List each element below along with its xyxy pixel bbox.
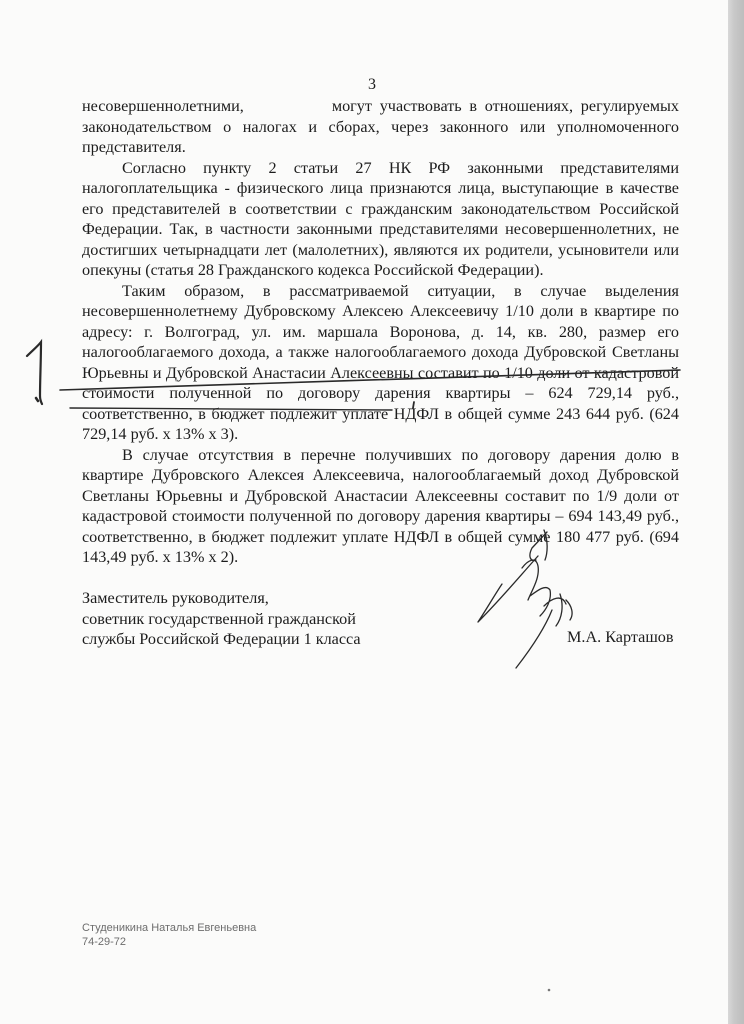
executor-phone: 74-29-72	[82, 936, 127, 948]
paragraph-1-end: могут участвовать в отношениях, регулируемых законодательством о налогах и сборах, через законного или уполномоченного представителя.	[82, 97, 679, 156]
signer-position-line: советник государственной гражданской	[82, 609, 356, 628]
page-number: 3	[368, 76, 376, 93]
paper-speck	[548, 989, 551, 992]
margin-dash-mark	[36, 398, 38, 401]
scan-background-edge	[728, 0, 744, 1024]
signer-position-line: службы Российской Федерации 1 класса	[82, 630, 361, 648]
executor-info	[82, 921, 256, 949]
signer-position-line: Заместитель руководителя,	[82, 589, 269, 607]
letter-body	[82, 96, 679, 568]
paragraph-1-start: несовершеннолетними,	[82, 97, 244, 115]
handwritten-number-mark	[27, 342, 42, 404]
executor-name: Студеникина Наталья Евгеньевна	[82, 922, 257, 934]
paragraph-1	[82, 96, 679, 158]
signer-name: М.А. Карташов	[567, 628, 674, 646]
signature-block	[82, 588, 382, 650]
paragraph-3: Таким образом, в рассматриваемой ситуации, в случае выделения несовершеннолетнему Дубровскому Алексею Алексеевичу 1/10 доли в квартире по адресу: г. Волгоград, ул. им. маршала Воронова, д. 14, кв. 280, размер его налогооблагаемого дохода, а также налогооблагаемого дохода Дубровской Светланы Юрьевны и Дубровской Анастасии Алексеевны составит по 1/10 доли от кадастровой стоимости полученной по договору дарения квартиры – 624 729,14 руб., соответственно, в бюджет подлежит уплате НДФЛ в общей сумме 243 644 руб. (624 729,14 руб. х 13% х 3).	[82, 281, 679, 443]
paragraph-2: Согласно пункту 2 статьи 27 НК РФ законными представителями налогоплательщика - физического лица признаются лица, выступающие в качестве его представителей в соответствии с гражданским законодательством Российской Федерации. Так, в частности законными представителями несовершеннолетних, не достигших четырнадцати лет (малолетних), являются их родители, усыновители или опекуны (статья 28 Гражданского кодекса Российской Федерации).	[82, 158, 679, 279]
paragraph-4: В случае отсутствия в перечне получивших по договору дарения долю в квартире Дубровского Алексея Алексеевича, налогооблагаемый доход Дубровской Светланы Юрьевны и Дубровской Анастасии Алексеевны составит по 1/9 доли от кадастровой стоимости полученной по договору дарения квартиры – 694 143,49 руб., соответственно, в бюджет подлежит уплате НДФЛ в общей сумме 180 477 руб. (694 143,49 руб. х 13% х 2).	[82, 445, 679, 566]
